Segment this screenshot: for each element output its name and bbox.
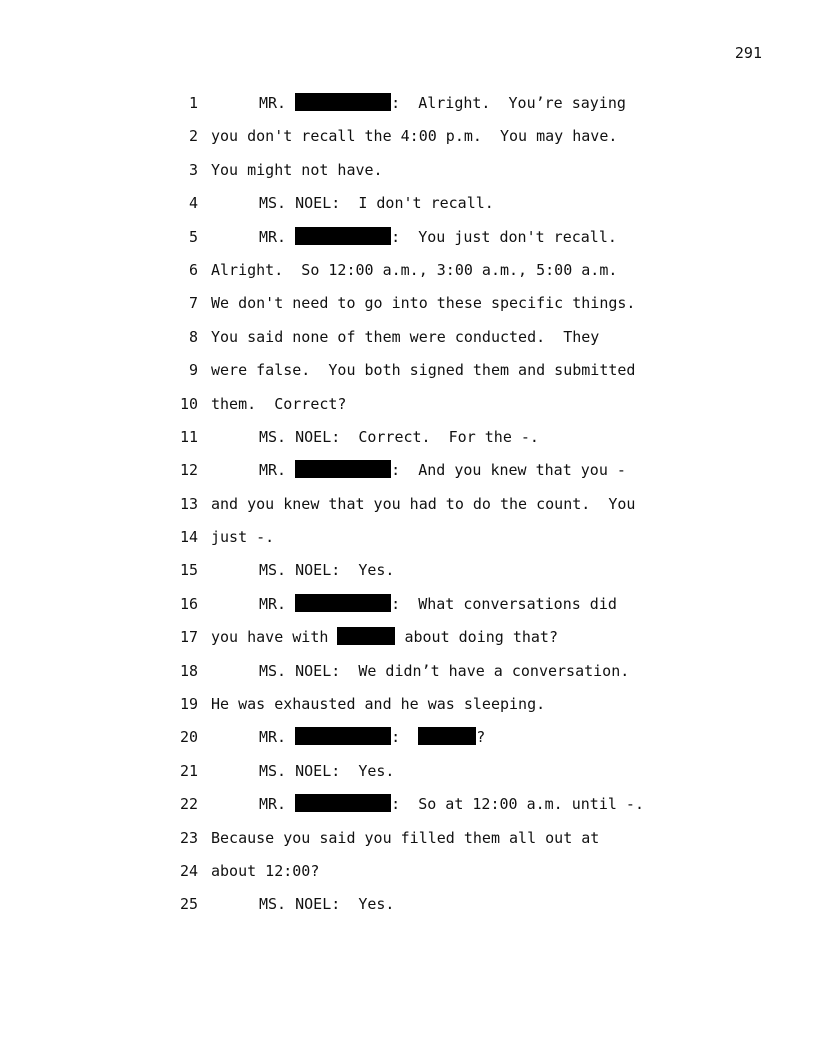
line-text — [259, 893, 394, 915]
transcript-line — [0, 259, 816, 292]
text-segment: you don't recall the 4:00 p.m. You may have. — [211, 127, 618, 146]
transcript-line — [0, 760, 816, 793]
line-text — [211, 259, 617, 281]
transcript-line — [0, 125, 816, 158]
line-text — [211, 125, 617, 147]
transcript-line — [0, 393, 816, 426]
line-text — [211, 326, 599, 348]
text-segment: about doing that? — [395, 628, 558, 647]
line-text — [259, 459, 626, 481]
transcript-line — [0, 192, 816, 225]
line-text — [211, 292, 635, 314]
line-number: 11 — [179, 427, 198, 446]
line-number: 20 — [179, 728, 198, 747]
text-segment: MS. NOEL: I don't recall. — [259, 194, 494, 213]
transcript-line — [0, 660, 816, 693]
line-number: 25 — [179, 895, 198, 914]
text-segment: MS. NOEL: Yes. — [259, 761, 395, 780]
transcript-line — [0, 526, 816, 559]
line-text — [259, 593, 617, 615]
text-segment: MR. — [259, 594, 296, 613]
line-text — [259, 426, 539, 448]
text-segment: : You just don't recall. — [391, 227, 617, 246]
text-segment: MS. NOEL: Correct. For the -. — [259, 427, 539, 446]
transcript-line — [0, 493, 816, 526]
transcript-line — [0, 693, 816, 726]
redaction-box — [295, 794, 391, 812]
text-segment: : Alright. You’re saying — [391, 94, 626, 112]
text-segment: MR. — [259, 795, 296, 814]
transcript-line — [0, 426, 816, 459]
text-segment: We don't need to go into these specific things. — [211, 294, 636, 313]
text-segment: MR. — [259, 461, 296, 480]
line-number: 23 — [179, 828, 198, 847]
text-segment: MR. — [259, 227, 296, 246]
line-number: 10 — [179, 394, 198, 413]
text-segment: ? — [476, 728, 486, 747]
line-number: 6 — [188, 260, 198, 279]
line-text — [211, 526, 274, 548]
transcript-line — [0, 626, 816, 659]
redaction-box — [337, 627, 395, 645]
line-number: 14 — [179, 528, 198, 547]
line-text — [211, 626, 558, 648]
text-segment: : — [391, 728, 419, 747]
line-number: 13 — [179, 494, 198, 513]
text-segment: You might not have. — [211, 160, 383, 179]
line-text — [211, 359, 635, 381]
line-number: 1 — [188, 94, 198, 112]
line-text — [259, 793, 644, 815]
line-number: 9 — [188, 361, 198, 380]
line-number: 17 — [179, 628, 198, 647]
line-text — [259, 559, 394, 581]
text-segment: : What conversations did — [391, 594, 617, 613]
transcript-line — [0, 793, 816, 826]
transcript-line — [0, 326, 816, 359]
text-segment: MS. NOEL: Yes. — [259, 561, 395, 580]
transcript-line — [0, 226, 816, 259]
transcript-line — [0, 827, 816, 860]
text-segment: MS. NOEL: We didn’t have a conversation. — [259, 661, 630, 680]
line-text — [211, 159, 383, 181]
redaction-box — [295, 460, 391, 478]
line-text — [259, 760, 394, 782]
line-text — [211, 493, 635, 515]
transcript-line — [0, 92, 816, 125]
redaction-box — [418, 727, 476, 745]
text-segment: Alright. So 12:00 a.m., 3:00 a.m., 5:00 a.m. — [211, 260, 618, 279]
transcript-line — [0, 359, 816, 392]
redaction-box — [295, 227, 391, 245]
line-text — [259, 192, 494, 214]
line-text — [259, 660, 629, 682]
text-segment: He was exhausted and he was sleeping. — [211, 695, 546, 714]
text-segment: : And you knew that you - — [391, 461, 626, 480]
line-number: 16 — [179, 594, 198, 613]
line-number: 21 — [179, 761, 198, 780]
line-number: 22 — [179, 795, 198, 814]
redaction-box — [295, 594, 391, 612]
transcript-line — [0, 860, 816, 893]
text-segment: and you knew that you had to do the count. You — [211, 494, 636, 513]
line-number: 15 — [179, 561, 198, 580]
line-number: 5 — [188, 227, 198, 246]
text-segment: Because you said you filled them all out at — [211, 828, 600, 847]
text-segment: : So at 12:00 a.m. until -. — [391, 795, 644, 814]
line-text — [211, 693, 545, 715]
transcript-line — [0, 593, 816, 626]
line-number: 8 — [188, 327, 198, 346]
line-number: 4 — [188, 194, 198, 213]
text-segment: MS. NOEL: Yes. — [259, 895, 395, 914]
page-number: 291 — [734, 44, 762, 62]
transcript-line — [0, 159, 816, 192]
transcript-body — [0, 92, 816, 927]
redaction-box — [295, 93, 391, 111]
line-text — [211, 393, 346, 415]
text-segment: were false. You both signed them and submitted — [211, 361, 636, 380]
line-number: 2 — [188, 127, 198, 146]
line-number: 19 — [179, 695, 198, 714]
text-segment: You said none of them were conducted. They — [211, 327, 600, 346]
line-number: 12 — [179, 461, 198, 480]
line-number: 7 — [188, 294, 198, 313]
text-segment: MR. — [259, 728, 296, 747]
redaction-box — [295, 727, 391, 745]
text-segment: about 12:00? — [211, 861, 320, 880]
text-segment: MR. — [259, 94, 296, 112]
line-text — [211, 827, 599, 849]
text-segment: them. Correct? — [211, 394, 347, 413]
line-text — [211, 860, 319, 882]
transcript-line — [0, 292, 816, 325]
line-text — [259, 726, 485, 748]
line-number: 18 — [179, 661, 198, 680]
line-number: 24 — [179, 861, 198, 880]
line-text — [259, 226, 617, 248]
transcript-line — [0, 559, 816, 592]
text-segment: you have with — [211, 628, 338, 647]
line-number: 3 — [188, 160, 198, 179]
text-segment: just -. — [211, 528, 275, 547]
transcript-line — [0, 459, 816, 492]
transcript-line — [0, 893, 816, 926]
line-text — [259, 92, 626, 114]
transcript-line — [0, 726, 816, 759]
